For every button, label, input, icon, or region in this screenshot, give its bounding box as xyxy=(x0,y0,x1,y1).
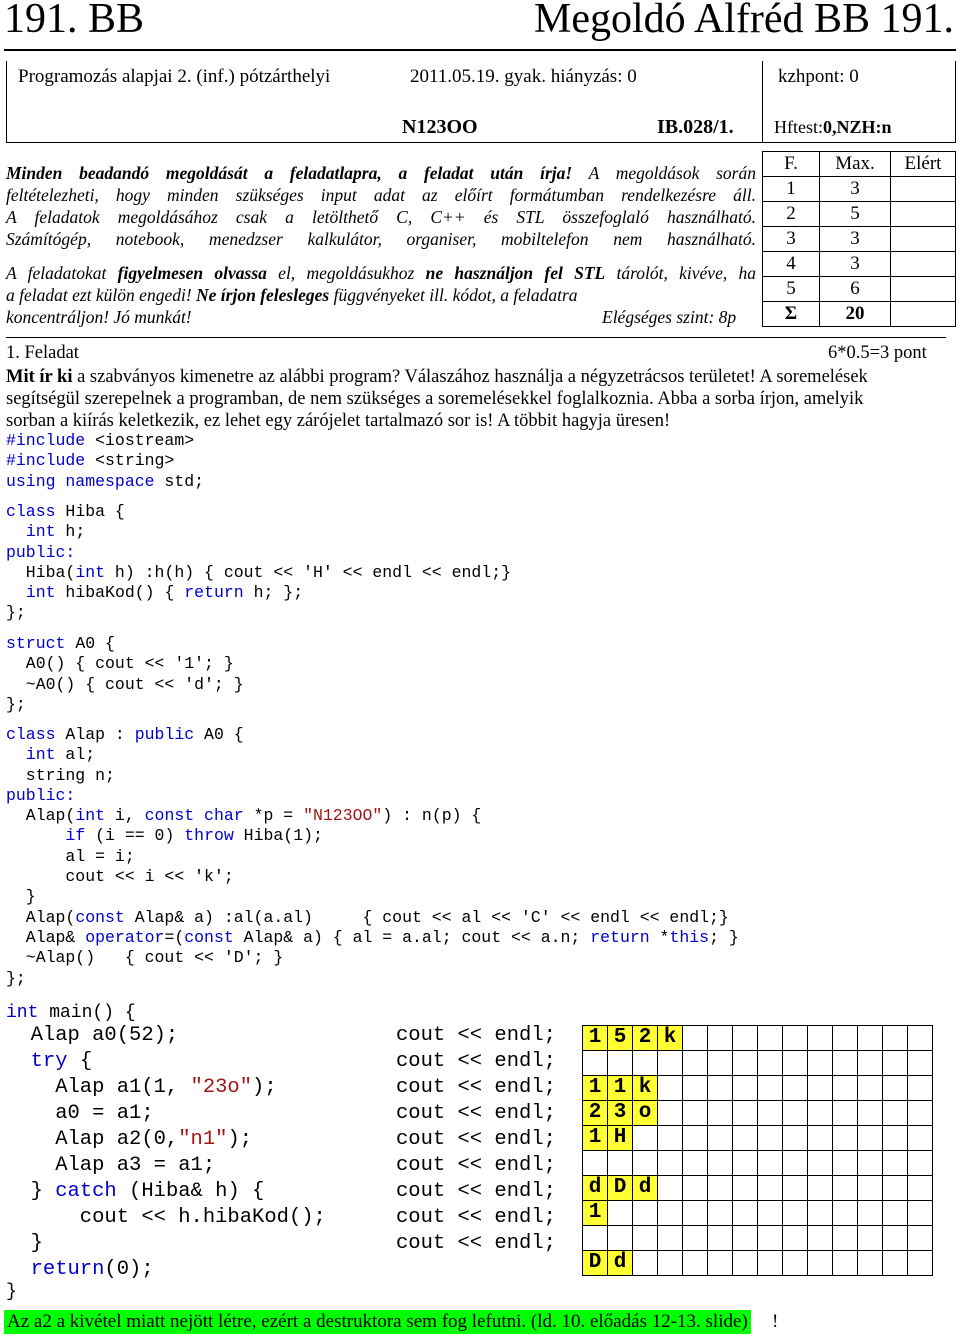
answer-cell[interactable] xyxy=(883,1226,908,1251)
answer-cell[interactable] xyxy=(658,1076,683,1101)
answer-cell[interactable] xyxy=(708,1101,733,1126)
answer-cell-filled[interactable]: 2 xyxy=(583,1101,608,1126)
answer-cell[interactable] xyxy=(608,1051,633,1076)
score-row: 3 3 xyxy=(763,227,956,252)
answer-cell[interactable] xyxy=(758,1101,783,1126)
answer-cell[interactable] xyxy=(783,1251,808,1276)
answer-cell-filled[interactable]: k xyxy=(658,1026,683,1051)
score-sum-row: Σ 20 xyxy=(763,302,956,327)
answer-cell[interactable] xyxy=(658,1126,683,1151)
answer-cell[interactable] xyxy=(683,1201,708,1226)
answer-cell[interactable] xyxy=(733,1076,758,1101)
answer-cell[interactable] xyxy=(758,1126,783,1151)
answer-cell[interactable] xyxy=(908,1251,933,1276)
answer-cell[interactable] xyxy=(658,1176,683,1201)
answer-cell[interactable] xyxy=(858,1226,883,1251)
answer-cell[interactable] xyxy=(833,1201,858,1226)
answer-cell[interactable] xyxy=(858,1176,883,1201)
answer-cell[interactable] xyxy=(733,1201,758,1226)
answer-cell[interactable] xyxy=(808,1251,833,1276)
answer-row xyxy=(583,1101,933,1126)
cout-column: cout << endl; cout << endl; cout << endl; cout << endl; cout << endl; cout << endl; cout << endl; cout << endl; cout << endl; xyxy=(396,1024,556,1255)
answer-row xyxy=(583,1126,933,1151)
answer-cell[interactable] xyxy=(683,1101,708,1126)
answer-cell[interactable] xyxy=(883,1251,908,1276)
answer-cell-filled[interactable]: 1 xyxy=(608,1076,633,1101)
answer-cell[interactable] xyxy=(733,1126,758,1151)
answer-cell-filled[interactable]: k xyxy=(633,1076,658,1101)
answer-cell[interactable] xyxy=(908,1176,933,1201)
answer-cell-filled[interactable]: o xyxy=(633,1101,658,1126)
answer-cell[interactable] xyxy=(833,1076,858,1101)
task-title: 1. Feladat xyxy=(6,343,79,363)
answer-cell[interactable] xyxy=(633,1201,658,1226)
score-row: 1 3 xyxy=(763,177,956,202)
class-hiba-code: class Hiba { int h; public: Hiba(int h) :h(h) { cout << 'H' << endl << endl;} int hibaKod() { return h; }; }; xyxy=(6,502,511,623)
answer-cell[interactable] xyxy=(858,1251,883,1276)
answer-cell[interactable] xyxy=(608,1201,633,1226)
answer-cell[interactable] xyxy=(708,1151,733,1176)
answer-cell[interactable] xyxy=(708,1201,733,1226)
answer-cell-filled[interactable]: 1 xyxy=(583,1201,608,1226)
answer-cell[interactable] xyxy=(758,1076,783,1101)
answer-cell[interactable] xyxy=(608,1226,633,1251)
answer-row xyxy=(583,1251,933,1276)
answer-cell-filled[interactable]: 1 xyxy=(583,1026,608,1051)
answer-cell[interactable] xyxy=(808,1051,833,1076)
class-alap-code: class Alap : public A0 { int al; string n; public: Alap(int i, const char *p = "N123OO") : n(p) { if (i == 0) throw Hiba(1); al = i; cout << i << 'k'; } Alap(const Alap& a) :al(a.al) { cout << al << 'C' << endl << endl;} Alap& operator=(const Alap& a) { al = a.al; cout << a.n; return *this; } ~Alap() { cout << 'D'; } }; xyxy=(6,725,739,988)
instruction-line-7: koncentráljon! Jó munkát! xyxy=(6,307,192,327)
answer-cell[interactable] xyxy=(583,1226,608,1251)
program-code: #include <iostream> #include <string> using namespace std; xyxy=(6,431,205,491)
answer-cell[interactable] xyxy=(783,1101,808,1126)
answer-cell[interactable] xyxy=(908,1101,933,1126)
pass-threshold: Elégséges szint: 8p xyxy=(602,307,737,327)
answer-cell[interactable] xyxy=(683,1026,708,1051)
task-text-2: segítségül szerepelnek a programban, de nem szükséges a soremelésekkel foglalkoznia. Abba a sorba írjon, amelyik xyxy=(6,389,864,409)
answer-row xyxy=(583,1151,933,1176)
answer-cell[interactable] xyxy=(858,1076,883,1101)
score-header-row xyxy=(763,152,956,177)
answer-cell[interactable] xyxy=(758,1201,783,1226)
answer-cell[interactable] xyxy=(758,1151,783,1176)
answer-cell[interactable] xyxy=(758,1226,783,1251)
answer-cell[interactable] xyxy=(883,1026,908,1051)
score-row: 5 6 xyxy=(763,277,956,302)
answer-cell[interactable] xyxy=(633,1051,658,1076)
score-header: Max. xyxy=(820,152,891,177)
answer-cell[interactable] xyxy=(783,1201,808,1226)
answer-cell-filled[interactable]: d xyxy=(633,1176,658,1201)
answer-cell[interactable] xyxy=(783,1126,808,1151)
answer-cell[interactable] xyxy=(733,1251,758,1276)
answer-cell[interactable] xyxy=(683,1126,708,1151)
answer-cell[interactable] xyxy=(733,1051,758,1076)
answer-cell[interactable] xyxy=(808,1026,833,1051)
answer-cell[interactable] xyxy=(733,1226,758,1251)
answer-cell[interactable] xyxy=(883,1051,908,1076)
answer-cell[interactable] xyxy=(658,1251,683,1276)
header-right: Megoldó Alfréd BB 191. xyxy=(534,0,954,42)
answer-cell[interactable] xyxy=(908,1201,933,1226)
answer-cell[interactable] xyxy=(783,1051,808,1076)
answer-row xyxy=(583,1051,933,1076)
answer-grid xyxy=(582,1025,933,1276)
main-body-code: Alap a0(52); try { Alap a1(1, "23o"); a0 = a1; Alap a2(0,"n1"); Alap a3 = a1; } catch (Hiba& h) { cout << h.hibaKod(); } return(0); xyxy=(30,1024,326,1281)
answer-cell-filled[interactable]: d xyxy=(608,1251,633,1276)
hftest-status: Hftest:0,NZH:n xyxy=(774,117,892,137)
answer-cell[interactable] xyxy=(883,1101,908,1126)
exam-date: 2011.05.19. gyak. hiányzás: 0 xyxy=(410,66,637,87)
answer-cell[interactable] xyxy=(908,1076,933,1101)
main-signature: int main() { xyxy=(6,1003,136,1023)
score-header: F. xyxy=(763,152,820,177)
answer-cell[interactable] xyxy=(858,1051,883,1076)
answer-cell[interactable] xyxy=(658,1101,683,1126)
answer-cell[interactable] xyxy=(733,1101,758,1126)
answer-cell[interactable] xyxy=(783,1026,808,1051)
task-points: 6*0.5=3 pont xyxy=(828,343,927,363)
answer-cell-filled[interactable]: 1 xyxy=(583,1126,608,1151)
instruction-line-4: Számítógép, notebook, menedzser kalkulátor, organiser, mobiltelefon nem használható. xyxy=(6,229,756,249)
answer-cell[interactable] xyxy=(658,1201,683,1226)
answer-cell[interactable] xyxy=(833,1126,858,1151)
answer-cell[interactable] xyxy=(858,1201,883,1226)
answer-cell[interactable] xyxy=(833,1026,858,1051)
answer-cell-filled[interactable]: D xyxy=(583,1251,608,1276)
answer-cell[interactable] xyxy=(733,1026,758,1051)
answer-cell[interactable] xyxy=(858,1151,883,1176)
answer-cell[interactable] xyxy=(708,1126,733,1151)
answer-row xyxy=(583,1226,933,1251)
answer-cell[interactable] xyxy=(833,1051,858,1076)
answer-cell[interactable] xyxy=(808,1226,833,1251)
answer-cell[interactable] xyxy=(683,1151,708,1176)
task-text-1: Mit ír ki a szabványos kimenetre az alábbi program? Válaszához használja a négyzetrácsos területet! A soremelések xyxy=(6,367,868,387)
main-close-brace: } xyxy=(6,1282,17,1302)
answer-cell[interactable] xyxy=(883,1126,908,1151)
score-header: Elért xyxy=(891,152,956,177)
answer-cell[interactable] xyxy=(608,1151,633,1176)
answer-cell[interactable] xyxy=(683,1226,708,1251)
answer-cell-filled[interactable]: H xyxy=(608,1126,633,1151)
task-divider xyxy=(6,337,946,338)
answer-cell[interactable] xyxy=(808,1176,833,1201)
student-code: N123OO xyxy=(402,116,478,138)
instruction-line-3: A feladatok megoldásához csak a letölthető C, C++ és STL összefoglaló használható. xyxy=(6,207,756,227)
answer-cell[interactable] xyxy=(683,1251,708,1276)
answer-cell[interactable] xyxy=(808,1151,833,1176)
struct-a0-code: struct A0 { A0() { cout << '1'; } ~A0() { cout << 'd'; } }; xyxy=(6,634,244,714)
answer-cell[interactable] xyxy=(683,1076,708,1101)
answer-cell[interactable] xyxy=(708,1051,733,1076)
answer-cell[interactable] xyxy=(758,1176,783,1201)
answer-cell[interactable] xyxy=(908,1026,933,1051)
answer-cell-filled[interactable]: 2 xyxy=(633,1026,658,1051)
answer-cell[interactable] xyxy=(858,1126,883,1151)
answer-cell[interactable] xyxy=(758,1251,783,1276)
header-left: 191. BB xyxy=(4,0,145,42)
answer-cell[interactable] xyxy=(633,1251,658,1276)
answer-cell-filled[interactable]: 3 xyxy=(608,1101,633,1126)
answer-cell[interactable] xyxy=(758,1051,783,1076)
answer-cell[interactable] xyxy=(883,1176,908,1201)
score-table xyxy=(762,151,956,327)
answer-cell[interactable] xyxy=(758,1026,783,1051)
explanation-note: Az a2 a kivétel miatt nejött létre, ezért a destruktora sem fog lefutni. (ld. 10. előadás 12-13. slide) xyxy=(4,1310,751,1334)
task-text-3: sorban a kiírás keletkezik, ez lehet egy zárójelet tartalmazó sor is! A többit hagyja üresen! xyxy=(6,411,671,431)
answer-cell[interactable] xyxy=(633,1151,658,1176)
answer-cell[interactable] xyxy=(808,1076,833,1101)
answer-cell[interactable] xyxy=(783,1176,808,1201)
answer-cell[interactable] xyxy=(708,1076,733,1101)
answer-cell[interactable] xyxy=(783,1076,808,1101)
answer-cell[interactable] xyxy=(883,1151,908,1176)
note-exclamation: ! xyxy=(772,1311,779,1332)
answer-cell[interactable] xyxy=(808,1201,833,1226)
answer-cell[interactable] xyxy=(833,1251,858,1276)
answer-cell[interactable] xyxy=(733,1176,758,1201)
answer-cell[interactable] xyxy=(708,1226,733,1251)
answer-cell[interactable] xyxy=(708,1026,733,1051)
room-code: IB.028/1. xyxy=(657,116,734,138)
answer-cell[interactable] xyxy=(808,1101,833,1126)
answer-row xyxy=(583,1176,933,1201)
answer-row xyxy=(583,1201,933,1226)
answer-cell[interactable] xyxy=(908,1126,933,1151)
answer-cell[interactable] xyxy=(583,1051,608,1076)
course-title: Programozás alapjai 2. (inf.) pótzárthelyi xyxy=(18,66,331,87)
answer-cell-filled[interactable]: D xyxy=(608,1176,633,1201)
score-row: 4 3 xyxy=(763,252,956,277)
answer-cell[interactable] xyxy=(783,1151,808,1176)
answer-cell[interactable] xyxy=(908,1151,933,1176)
answer-cell-filled[interactable]: 5 xyxy=(608,1026,633,1051)
answer-cell[interactable] xyxy=(908,1226,933,1251)
answer-cell[interactable] xyxy=(683,1051,708,1076)
answer-cell[interactable] xyxy=(633,1126,658,1151)
answer-row xyxy=(583,1026,933,1051)
answer-cell[interactable] xyxy=(708,1251,733,1276)
answer-cell[interactable] xyxy=(833,1101,858,1126)
answer-cell[interactable] xyxy=(833,1151,858,1176)
answer-cell[interactable] xyxy=(658,1051,683,1076)
answer-cell[interactable] xyxy=(708,1176,733,1201)
instruction-line-5: A feladatokat figyelmesen olvassa el, megoldásukhoz ne használjon fel STL tárolót, kivéve, ha xyxy=(6,263,756,283)
answer-row xyxy=(583,1076,933,1101)
instruction-line-6: a feladat ezt külön engedi! Ne írjon felesleges függvényeket ill. kódot, a feladatra xyxy=(6,285,578,305)
score-row: 2 5 xyxy=(763,202,956,227)
answer-cell[interactable] xyxy=(783,1226,808,1251)
answer-cell-filled[interactable]: d xyxy=(583,1176,608,1201)
answer-cell[interactable] xyxy=(658,1151,683,1176)
answer-cell[interactable] xyxy=(883,1076,908,1101)
answer-cell[interactable] xyxy=(808,1126,833,1151)
answer-cell[interactable] xyxy=(833,1176,858,1201)
answer-cell[interactable] xyxy=(908,1051,933,1076)
answer-cell[interactable] xyxy=(833,1226,858,1251)
answer-cell[interactable] xyxy=(583,1151,608,1176)
answer-cell[interactable] xyxy=(633,1226,658,1251)
answer-cell[interactable] xyxy=(858,1101,883,1126)
instruction-line-2: feltételezheti, hogy minden szükséges input adat az előírt formátumban rendelkezésre áll. xyxy=(6,185,756,205)
answer-cell[interactable] xyxy=(683,1176,708,1201)
kzh-points: kzhpont: 0 xyxy=(778,66,859,87)
answer-cell[interactable] xyxy=(858,1026,883,1051)
answer-cell[interactable] xyxy=(733,1151,758,1176)
instruction-line-1: Minden beadandó megoldását a feladatlapra, a feladat után írja! A megoldások során xyxy=(6,163,756,183)
answer-cell-filled[interactable]: 1 xyxy=(583,1076,608,1101)
answer-cell[interactable] xyxy=(658,1226,683,1251)
header-divider xyxy=(4,49,956,51)
answer-cell[interactable] xyxy=(883,1201,908,1226)
